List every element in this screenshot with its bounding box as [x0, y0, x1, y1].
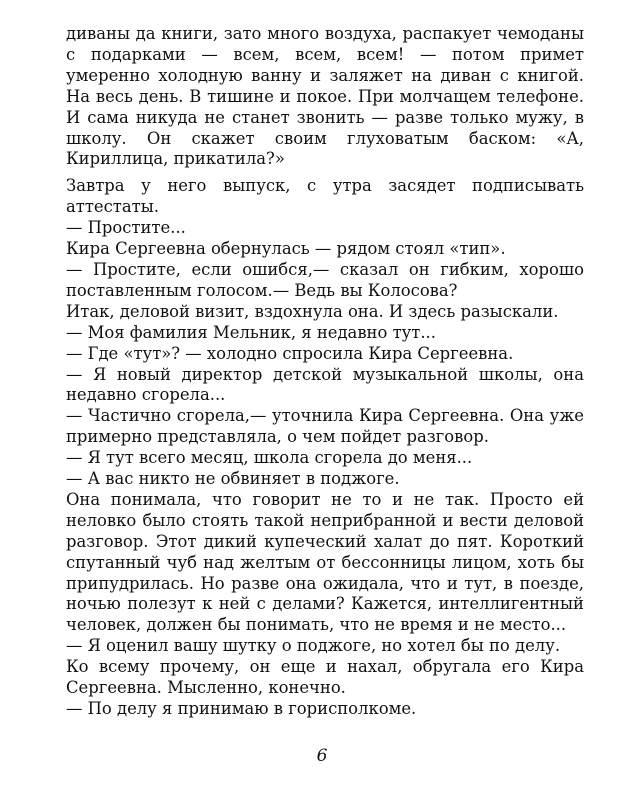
- paragraph: Кира Сергеевна обернулась — рядом стоял «тип».: [66, 239, 506, 259]
- paragraph: — А вас никто не обвиняет в поджоге.: [66, 469, 400, 489]
- paragraph: — Простите, если ошибся,— сказал он гибким, хорошо поставленным голосом.— Ведь вы Колосова?: [66, 259, 584, 300]
- paragraph: — По делу я принимаю в горисполкоме.: [66, 699, 417, 718]
- paragraph: — Я новый директор детской музыкальной школы, она недавно сгорела...: [66, 364, 584, 405]
- paragraph: — Где «тут»? — холодно спросила Кира Сергеевна.: [66, 343, 514, 363]
- paragraph: — Простите...: [66, 218, 186, 238]
- paragraph: Итак, деловой визит, вздохнула она. И здесь разыскали.: [66, 301, 559, 321]
- page-number: 6: [316, 746, 328, 766]
- paragraph: Ко всему прочему, он еще и нахал, обругала его Кира Сергеевна. Мысленно, конечно.: [66, 657, 584, 698]
- paragraph: — Я оценил вашу шутку о поджоге, но хотел бы по делу.: [66, 636, 561, 656]
- book-page-text: [66, 24, 584, 720]
- paragraph: диваны да книги, зато много воздуха, распакует чемоданы с подарками — всем, всем, всем! — потом примет умеренно холодную ванну и заляжет на диван с книгой. На весь день. В тишине и покое. При молчащем телефоне. И сама никуда не станет звонить — разве только мужу, в школу. Он скажет своим глуховатым баском: «А, Кириллица, прикатила?»: [66, 24, 584, 169]
- paragraph: — Моя фамилия Мельник, я недавно тут...: [66, 322, 436, 342]
- paragraph: Она понимала, что говорит не то и не так. Просто ей неловко было стоять такой неприбранной и вести деловой разговор. Этот дикий купеческий халат до пят. Короткий спутанный чуб над желтым от бессонницы лицом, хоть бы припудрилась. Но разве она ожидала, что и тут, в поезде, ночью полезут к ней с делами? Кажется, интеллигентный человек, должен бы понимать, что не время и не место...: [66, 489, 584, 635]
- paragraph: — Частично сгорела,— уточнила Кира Сергеевна. Она уже примерно представляла, о чем пойдет разговор.: [66, 406, 584, 447]
- paragraph: Завтра у него выпуск, с утра засядет подписывать аттестаты.: [66, 176, 584, 217]
- paragraph: — Я тут всего месяц, школа сгорела до меня...: [66, 448, 473, 468]
